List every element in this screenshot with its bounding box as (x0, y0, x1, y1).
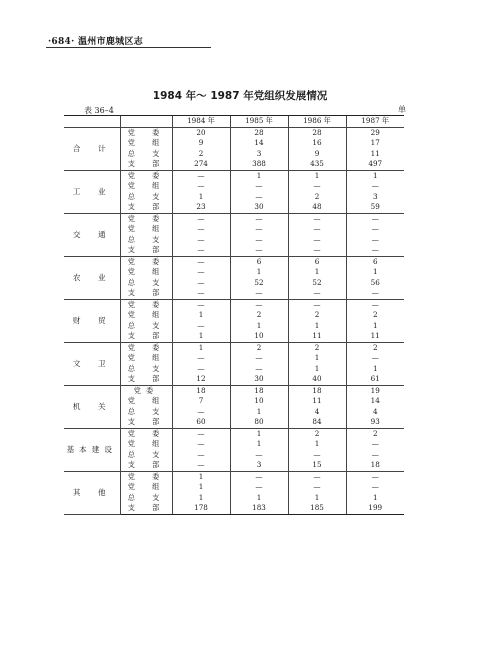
table-cell: 178 (172, 503, 230, 514)
org-type-label: 党 组 (120, 353, 172, 364)
table-cell: — (230, 353, 288, 364)
table-cell: — (346, 213, 404, 224)
table-cell: 4 (346, 407, 404, 418)
table-cell: — (172, 299, 230, 310)
org-type-label: 支 部 (120, 374, 172, 385)
org-type-label: 支 部 (120, 159, 172, 170)
org-type-label: 党 组 (120, 439, 172, 450)
table-cell: — (288, 288, 346, 299)
table-cell: — (172, 321, 230, 332)
table-cell: 2 (346, 428, 404, 439)
org-type-label: 支 部 (120, 503, 172, 514)
table-cell: — (172, 170, 230, 181)
table-cell: 2 (346, 342, 404, 353)
org-type-label: 党 组 (120, 396, 172, 407)
table-cell: 28 (230, 127, 288, 138)
org-type-label: 党 委 (120, 471, 172, 482)
org-type-label: 总 支 (120, 321, 172, 332)
sector-label: 交 通 (64, 213, 120, 256)
table-cell: 3 (230, 149, 288, 160)
org-type-label: 党 委 (120, 256, 172, 267)
table-cell: — (288, 471, 346, 482)
table-row (64, 170, 404, 181)
org-type-label: 党 委 (120, 213, 172, 224)
org-type-label: 支 部 (120, 417, 172, 428)
org-type-label: 党 委 (120, 127, 172, 138)
table-cell: 30 (230, 374, 288, 385)
header-divider (46, 47, 211, 48)
table-cell: 11 (346, 149, 404, 160)
table-cell: — (346, 181, 404, 192)
table-cell: — (288, 245, 346, 256)
table-cell: — (172, 288, 230, 299)
table-cell: 2 (172, 149, 230, 160)
table-cell: 185 (288, 503, 346, 514)
table-cell: 1 (230, 439, 288, 450)
table-cell: 1 (288, 353, 346, 364)
table-cell: — (230, 450, 288, 461)
table-cell: 497 (346, 159, 404, 170)
org-type-label: 支 部 (120, 460, 172, 471)
org-type-label: 党 组 (120, 310, 172, 321)
table-cell: — (230, 471, 288, 482)
org-type-label: 总 支 (120, 235, 172, 246)
table-cell: — (346, 288, 404, 299)
org-type-label: 党 组 (120, 138, 172, 149)
table-cell: — (230, 235, 288, 246)
column-header-1986: 1986 年 (288, 116, 346, 128)
column-header (120, 116, 172, 128)
table-cell: 183 (230, 503, 288, 514)
table-cell: 19 (346, 385, 404, 396)
table-cell: 1 (172, 331, 230, 342)
table-cell: — (288, 235, 346, 246)
table-cell: 10 (230, 331, 288, 342)
table-cell: — (346, 450, 404, 461)
table-cell: — (172, 235, 230, 246)
table-cell: 6 (230, 256, 288, 267)
sector-label: 机 关 (64, 385, 120, 428)
column-header-1985: 1985 年 (230, 116, 288, 128)
sector-label: 基本建设 (64, 428, 120, 471)
org-type-label: 党 组 (120, 181, 172, 192)
table-cell: — (172, 181, 230, 192)
table-cell: 1 (230, 170, 288, 181)
table-cell: 2 (230, 310, 288, 321)
table-body (64, 127, 404, 514)
table-cell: 48 (288, 202, 346, 213)
table-cell: 18 (230, 385, 288, 396)
table-cell: 2 (288, 310, 346, 321)
table-cell: — (172, 256, 230, 267)
table-cell: — (230, 224, 288, 235)
table-cell: — (288, 482, 346, 493)
table-row (64, 299, 404, 310)
table-row (64, 127, 404, 138)
sector-label: 合 计 (64, 127, 120, 170)
table-cell: — (172, 353, 230, 364)
org-type-label: 总 支 (120, 493, 172, 504)
table-cell: 1 (346, 364, 404, 375)
column-header-1984: 1984 年 (172, 116, 230, 128)
table-cell: 1 (346, 321, 404, 332)
table-cell: — (172, 213, 230, 224)
org-type-label: 党 委 (120, 342, 172, 353)
table-cell: 1 (172, 192, 230, 203)
table-cell: 6 (288, 256, 346, 267)
org-type-label: 总 支 (120, 192, 172, 203)
table-cell: — (346, 482, 404, 493)
table-row (64, 385, 404, 396)
table-cell: — (172, 267, 230, 278)
table-cell: 52 (288, 278, 346, 289)
table-cell: — (346, 471, 404, 482)
table-cell: 4 (288, 407, 346, 418)
table-cell: 9 (172, 138, 230, 149)
table-cell: 14 (346, 396, 404, 407)
table-cell: — (172, 428, 230, 439)
table-cell: — (346, 439, 404, 450)
table-row (64, 213, 404, 224)
table-cell: 1 (172, 342, 230, 353)
sector-label: 财 贸 (64, 299, 120, 342)
unit-label: 单 (398, 105, 406, 114)
table-cell: 18 (346, 460, 404, 471)
table-cell: 1 (172, 310, 230, 321)
table-cell: 84 (288, 417, 346, 428)
table-cell: 40 (288, 374, 346, 385)
table-cell: 1 (230, 428, 288, 439)
table-cell: 11 (346, 331, 404, 342)
table-cell: 1 (172, 471, 230, 482)
table-cell: 199 (346, 503, 404, 514)
table-cell: — (230, 192, 288, 203)
table-cell: 2 (346, 310, 404, 321)
table-cell: — (288, 224, 346, 235)
table-cell: 17 (346, 138, 404, 149)
table-cell: 3 (230, 460, 288, 471)
party-organization-table (64, 115, 404, 515)
table-cell: 18 (288, 385, 346, 396)
table-cell: 59 (346, 202, 404, 213)
table-cell: — (230, 482, 288, 493)
table-cell: 10 (230, 396, 288, 407)
table-row (64, 471, 404, 482)
org-type-label: 党委 (120, 385, 172, 396)
table-cell: 1 (230, 493, 288, 504)
sector-label: 工 业 (64, 170, 120, 213)
table-cell: — (172, 407, 230, 418)
table-cell: 80 (230, 417, 288, 428)
table-cell: 1 (288, 267, 346, 278)
page-header: ·684· 温州市鹿城区志 (48, 37, 144, 47)
table-cell: — (172, 278, 230, 289)
table-cell: 16 (288, 138, 346, 149)
table-cell: — (172, 364, 230, 375)
table-cell: 274 (172, 159, 230, 170)
sector-label: 其 他 (64, 471, 120, 514)
table-cell: 1 (346, 493, 404, 504)
column-header (64, 116, 120, 128)
org-type-label: 党 委 (120, 299, 172, 310)
table-cell: 52 (230, 278, 288, 289)
table-cell: 435 (288, 159, 346, 170)
table-cell: 60 (172, 417, 230, 428)
table-cell: — (288, 213, 346, 224)
sector-label: 文 卫 (64, 342, 120, 385)
org-type-label: 支 部 (120, 245, 172, 256)
table-cell: 15 (288, 460, 346, 471)
org-type-label: 支 部 (120, 202, 172, 213)
table-cell: 9 (288, 149, 346, 160)
table-number: 表 36–4 (84, 106, 114, 115)
table-cell: — (346, 224, 404, 235)
table-cell: 2 (288, 342, 346, 353)
table-cell: 1 (346, 267, 404, 278)
column-header-1987: 1987 年 (346, 116, 404, 128)
table-cell: 6 (346, 256, 404, 267)
table-cell: 29 (346, 127, 404, 138)
table-cell: 11 (288, 331, 346, 342)
table-cell: — (172, 460, 230, 471)
table-cell: 61 (346, 374, 404, 385)
org-type-label: 总 支 (120, 450, 172, 461)
table-title: 1984 年～ 1987 年党组织发展情况 (152, 90, 328, 102)
table-cell: — (172, 245, 230, 256)
org-type-label: 支 部 (120, 331, 172, 342)
table-cell: 1 (288, 170, 346, 181)
table-cell: 1 (288, 364, 346, 375)
table-cell: 56 (346, 278, 404, 289)
table-cell: — (288, 450, 346, 461)
table-cell: — (346, 235, 404, 246)
table-row (64, 342, 404, 353)
table-cell: 30 (230, 202, 288, 213)
table-cell: 11 (288, 396, 346, 407)
org-type-label: 党 组 (120, 224, 172, 235)
table-cell: 7 (172, 396, 230, 407)
table-cell: — (288, 299, 346, 310)
table-cell: 28 (288, 127, 346, 138)
org-type-label: 总 支 (120, 149, 172, 160)
table-row (64, 428, 404, 439)
table-cell: — (172, 450, 230, 461)
table-cell: 1 (288, 321, 346, 332)
table-cell: 2 (288, 428, 346, 439)
org-type-label: 党 组 (120, 267, 172, 278)
table-cell: — (230, 288, 288, 299)
table-cell: — (230, 299, 288, 310)
table-cell: — (346, 245, 404, 256)
table-cell: — (230, 213, 288, 224)
table-cell: 12 (172, 374, 230, 385)
table-cell: — (346, 299, 404, 310)
table-cell: 1 (230, 407, 288, 418)
table-cell: — (346, 353, 404, 364)
table-cell: — (230, 364, 288, 375)
table-cell: 1 (288, 493, 346, 504)
org-type-label: 支 部 (120, 288, 172, 299)
table-cell: 1 (288, 439, 346, 450)
table-cell: 1 (172, 482, 230, 493)
table-cell: 23 (172, 202, 230, 213)
table-cell: 1 (230, 267, 288, 278)
table-cell: 3 (346, 192, 404, 203)
table-cell: 14 (230, 138, 288, 149)
table-cell: — (230, 181, 288, 192)
org-type-label: 党 组 (120, 482, 172, 493)
table-cell: 20 (172, 127, 230, 138)
org-type-label: 党 委 (120, 428, 172, 439)
org-type-label: 总 支 (120, 278, 172, 289)
table-cell: — (230, 245, 288, 256)
sector-label: 农 业 (64, 256, 120, 299)
table-cell: — (288, 181, 346, 192)
table-header-row (64, 116, 404, 128)
org-type-label: 党 委 (120, 170, 172, 181)
table-cell: 93 (346, 417, 404, 428)
org-type-label: 总 支 (120, 407, 172, 418)
table-cell: 1 (346, 170, 404, 181)
table-cell: 1 (172, 493, 230, 504)
table-cell: 2 (230, 342, 288, 353)
table-cell: 388 (230, 159, 288, 170)
table-cell: — (172, 224, 230, 235)
table-cell: 1 (230, 321, 288, 332)
table-cell: 2 (288, 192, 346, 203)
table-cell: 18 (172, 385, 230, 396)
org-type-label: 总 支 (120, 364, 172, 375)
table-cell: — (172, 439, 230, 450)
table-row (64, 256, 404, 267)
